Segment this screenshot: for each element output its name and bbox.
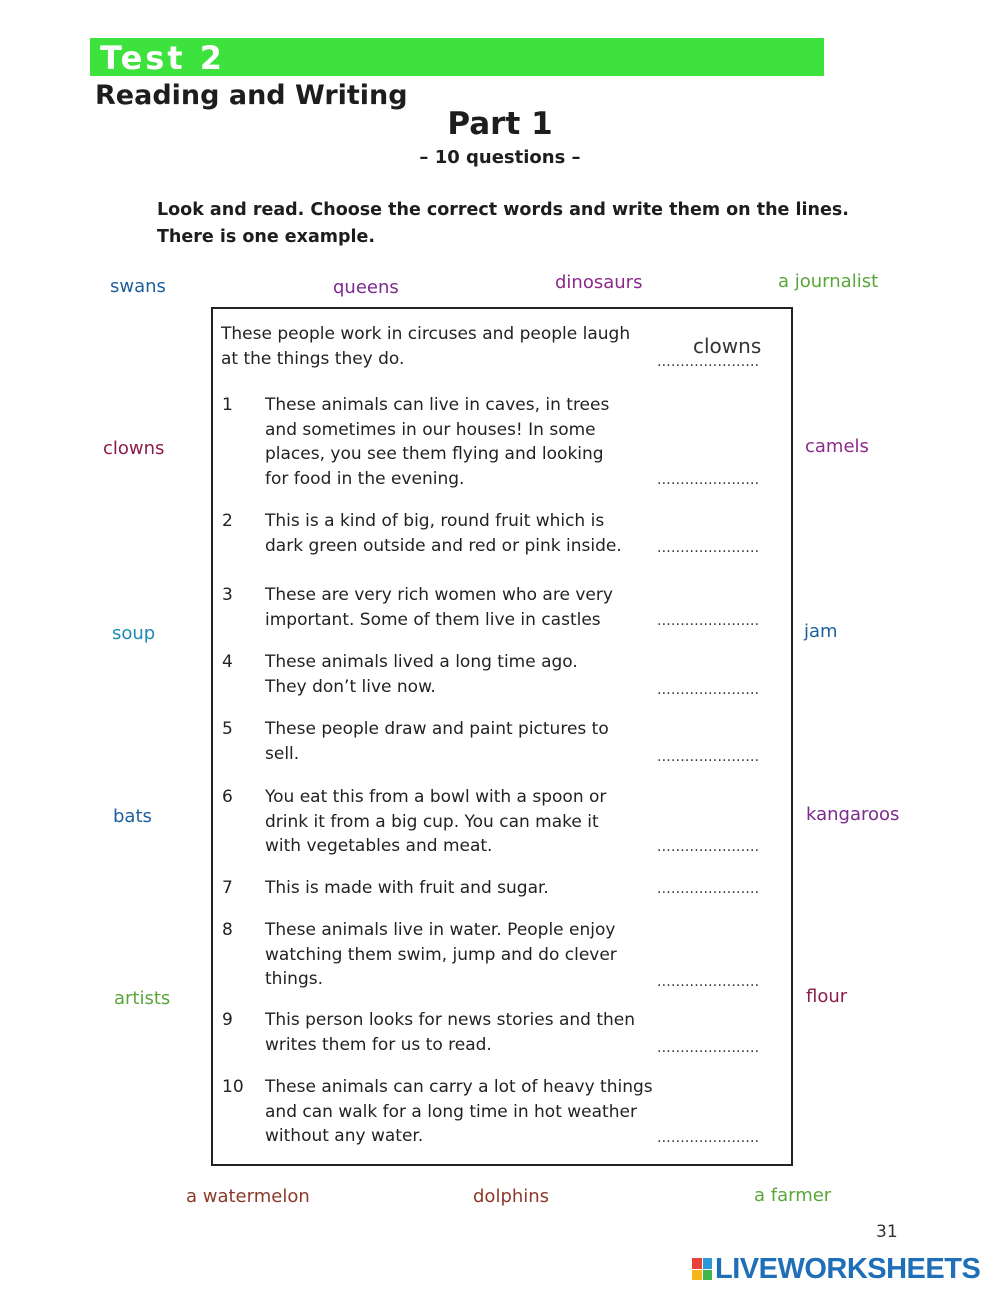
question-text (265, 650, 665, 699)
question-line: This person looks for news stories and then (265, 1010, 636, 1030)
answer-line-4[interactable]: ...................... (657, 682, 760, 698)
question-text (265, 918, 665, 992)
test-label: Test 2 (100, 39, 226, 77)
section-title: Reading and Writing (95, 80, 408, 111)
word-bank-item: soup (112, 623, 156, 644)
answer-line-8[interactable]: ...................... (657, 974, 760, 990)
answer-line-3[interactable]: ...................... (657, 613, 760, 629)
answer-line-1[interactable]: ...................... (657, 472, 760, 488)
word-bank-item: bats (113, 806, 152, 827)
question-number: 6 (222, 787, 233, 807)
word-bank-item: flour (806, 986, 848, 1007)
question-line: watching them swim, jump and do clever (265, 944, 617, 965)
question-line: for food in the evening. (265, 468, 465, 489)
question-line: drink it from a big cup. You can make it (265, 811, 599, 832)
answer-line-2[interactable]: ...................... (657, 540, 760, 556)
question-text (265, 583, 665, 632)
question-number: 10 (222, 1077, 244, 1097)
question-line: These animals live in water. People enjoy (265, 920, 616, 940)
liveworksheets-logo (692, 1254, 980, 1284)
question-text (265, 876, 665, 901)
word-bank-item: dinosaurs (555, 272, 643, 293)
question-number: 2 (222, 511, 233, 531)
question-text (265, 717, 665, 766)
question-number: 5 (222, 719, 233, 739)
answer-line-10[interactable]: ...................... (657, 1130, 760, 1146)
question-number: 1 (222, 395, 233, 415)
page-number: 31 (876, 1222, 898, 1242)
example-line-2: at the things they do. (221, 348, 405, 369)
question-line: You eat this from a bowl with a spoon or (265, 787, 607, 807)
question-text (265, 1075, 665, 1149)
question-line: These people draw and paint pictures to (265, 719, 609, 739)
question-number: 8 (222, 920, 233, 940)
question-line: important. Some of them live in castles (265, 609, 601, 630)
question-line: These are very rich women who are very (265, 585, 613, 605)
answer-line-6[interactable]: ...................... (657, 839, 760, 855)
example-answer: clowns (693, 334, 762, 358)
question-text (265, 1008, 665, 1057)
word-bank-item: swans (110, 276, 166, 297)
word-bank-item: a farmer (754, 1185, 832, 1206)
brand-mark-cell (703, 1258, 713, 1269)
question-line: with vegetables and meat. (265, 836, 493, 856)
question-line: These animals can carry a lot of heavy things (265, 1077, 653, 1097)
example-answer-line: ...................... (657, 354, 760, 370)
question-line: They don’t live now. (265, 676, 436, 697)
word-bank-item: a journalist (778, 271, 879, 292)
question-line: These animals lived a long time ago. (265, 652, 578, 672)
question-line: dark green outside and red or pink inside. (265, 535, 622, 556)
word-bank-item: jam (804, 621, 838, 642)
brand-mark-cell (703, 1270, 713, 1281)
instructions-line-1: Look and read. Choose the correct words and write them on the lines. (157, 200, 849, 220)
question-number: 3 (222, 585, 233, 605)
question-line: writes them for us to read. (265, 1034, 492, 1055)
question-line: places, you see them flying and looking (265, 444, 604, 464)
question-number: 7 (222, 878, 233, 898)
word-bank-item: artists (114, 988, 171, 1009)
brand-mark-cell (692, 1270, 702, 1281)
questions-count: – 10 questions – (419, 147, 581, 168)
word-bank-item: a watermelon (186, 1186, 310, 1207)
word-bank-item: clowns (103, 438, 165, 459)
question-line: and can walk for a long time in hot weather (265, 1101, 637, 1122)
word-bank-item: camels (805, 436, 869, 457)
question-line: and sometimes in our houses! In some (265, 419, 596, 440)
test-banner (90, 38, 824, 76)
part-title: Part 1 (447, 106, 553, 142)
question-number: 9 (222, 1010, 233, 1030)
question-line: sell. (265, 743, 300, 764)
brand-name: LIVEWORKSHEETS (715, 1252, 981, 1285)
question-line: These animals can live in caves, in trees (265, 395, 610, 415)
word-bank-item: kangaroos (806, 804, 900, 825)
example-text (221, 322, 651, 371)
question-text (265, 393, 665, 491)
instructions-line-2: There is one example. (157, 227, 376, 247)
question-text (265, 509, 665, 558)
brand-mark-icon (692, 1258, 712, 1280)
question-line: This is made with fruit and sugar. (265, 878, 549, 898)
question-line: This is a kind of big, round fruit which is (265, 511, 605, 531)
question-line: things. (265, 969, 323, 989)
question-line: without any water. (265, 1126, 424, 1146)
question-text (265, 785, 665, 859)
example-line-1: These people work in circuses and people laugh (221, 324, 631, 344)
answer-line-5[interactable]: ...................... (657, 749, 760, 765)
brand-mark-cell (692, 1258, 702, 1269)
word-bank-item: queens (333, 277, 399, 298)
answer-line-7[interactable]: ...................... (657, 881, 760, 897)
question-number: 4 (222, 652, 233, 672)
word-bank-item: dolphins (473, 1186, 550, 1207)
answer-line-9[interactable]: ...................... (657, 1040, 760, 1056)
